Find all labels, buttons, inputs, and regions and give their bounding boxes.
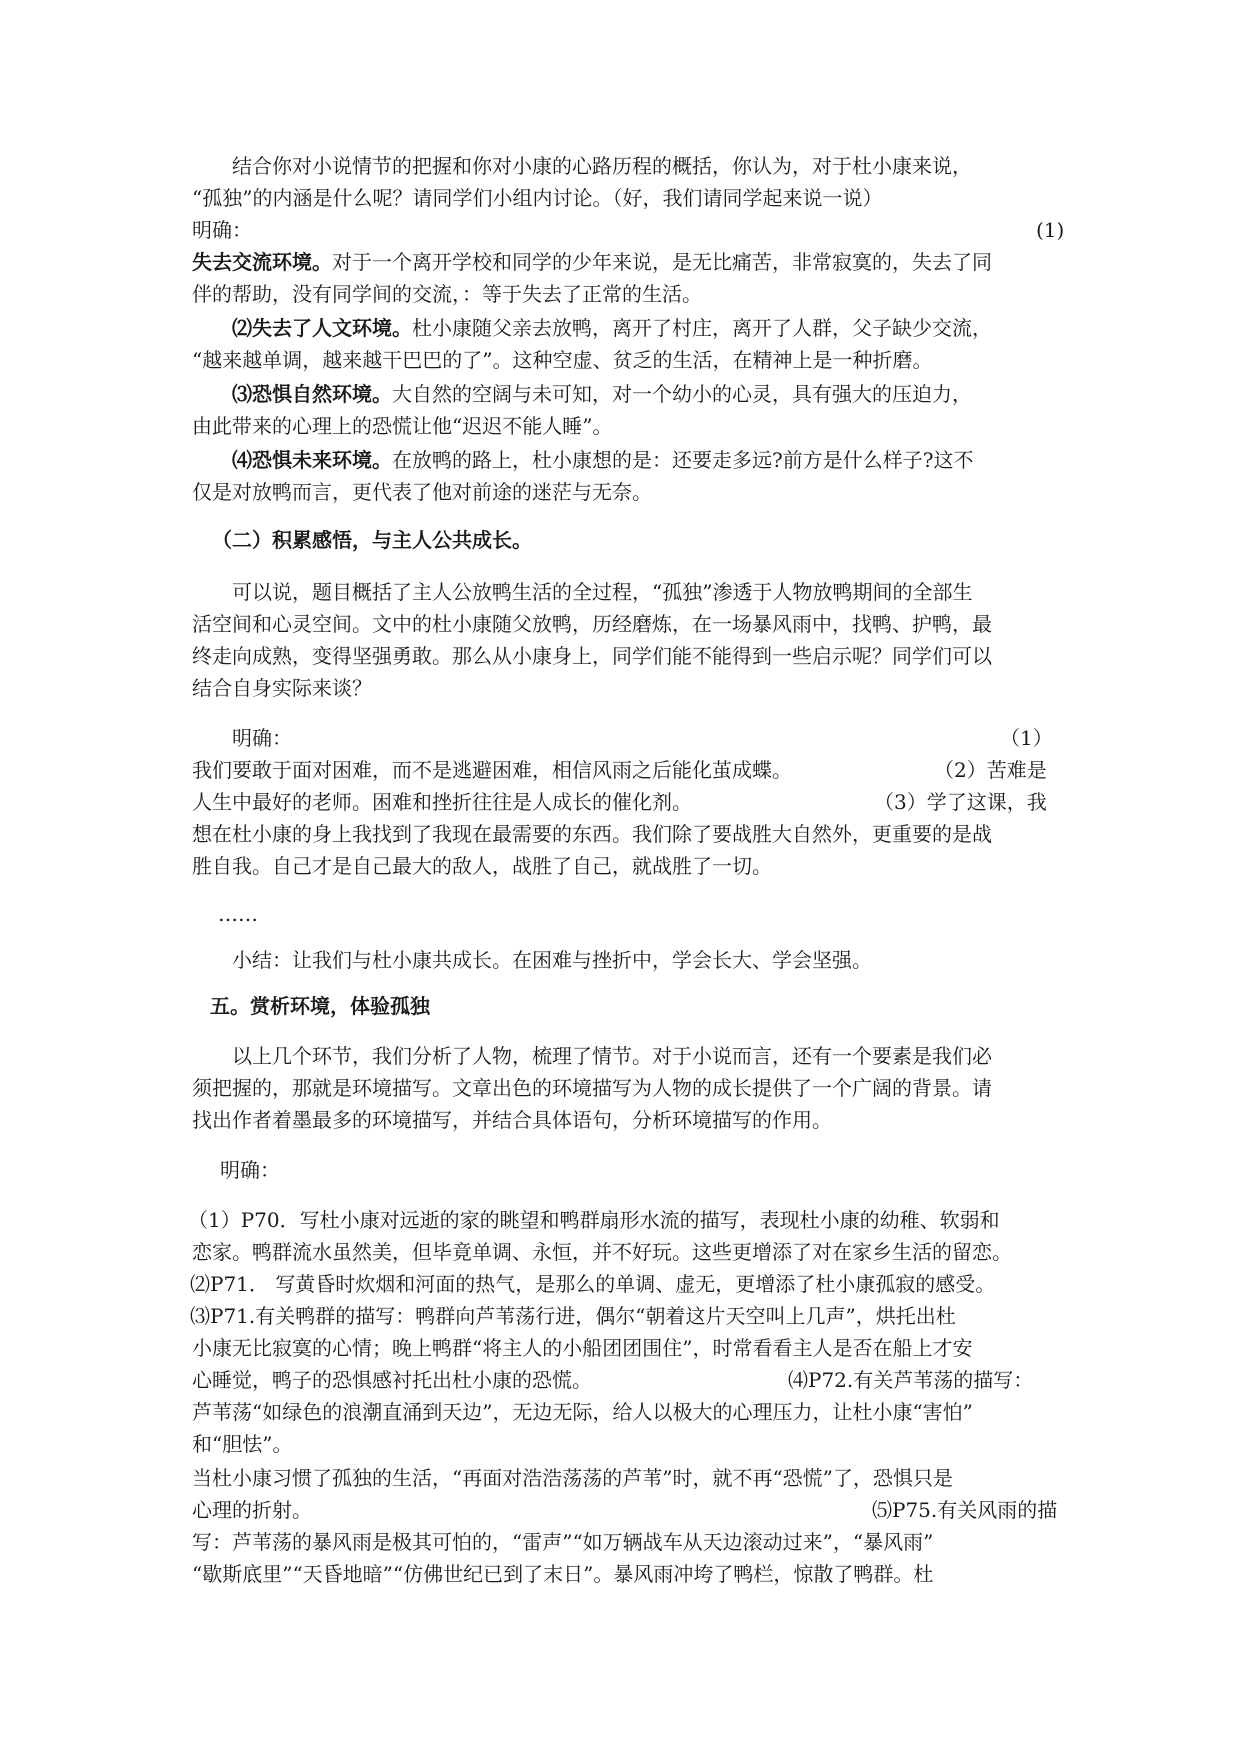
paragraph-line: （3）学了这课，我 <box>874 790 1047 814</box>
paragraph-line: 小康无比寂寞的心情；晚上鸭群“将主人的小船团团围住”，时常看看主人是否在船上才安 <box>192 1336 973 1360</box>
list-item <box>232 312 1241 344</box>
list-item <box>232 378 1241 410</box>
item-text: 对于一个离开学校和同学的少年来说，是无比痛苦，非常寂寞的，失去了同 <box>332 250 992 274</box>
paragraph-line: 找出作者着墨最多的环境描写，并结合具体语句，分析环境描写的作用。 <box>192 1108 832 1132</box>
item-heading: 失去交流环境。 <box>192 250 332 274</box>
paragraph-line: 人生中最好的老师。困难和挫折往往是人成长的催化剂。 <box>192 790 692 814</box>
list-item <box>192 246 1241 278</box>
paragraph-line: 心理的折射。 <box>192 1498 312 1522</box>
label-mingque: 明确： <box>220 1158 280 1182</box>
paragraph-line: ⑸P75.有关风雨的描 <box>872 1498 1058 1522</box>
item-heading: ⑶恐惧自然环境。 <box>232 382 392 406</box>
section-heading: （二）积累感悟，与主人公共成长。 <box>212 528 532 552</box>
paragraph-line: 结合自身实际来谈？ <box>192 676 372 700</box>
paragraph-line: ⑵P71． 写黄昏时炊烟和河面的热气，是那么的单调、虚无，更增添了杜小康孤寂的感受。 <box>190 1272 996 1296</box>
paragraph-line: “歇斯底里”“天昏地暗”“仿佛世纪已到了末日”。暴风雨冲垮了鸭栏，惊散了鸭群。杜 <box>192 1562 934 1586</box>
paragraph-line: 胜自我。自己才是自己最大的敌人，战胜了自己，就战胜了一切。 <box>192 854 772 878</box>
item-heading: ⑷恐惧未来环境。 <box>232 448 392 472</box>
item-text: 杜小康随父亲去放鸭，离开了村庄，离开了人群，父子缺少交流， <box>412 316 992 340</box>
paragraph-line: 当杜小康习惯了孤独的生活，“再面对浩浩荡荡的芦苇”时，就不再“恐慌”了，恐惧只是 <box>192 1466 953 1490</box>
paragraph-line: 活空间和心灵空间。文中的杜小康随父放鸭，历经磨炼，在一场暴风雨中，找鸭、护鸭，最 <box>192 612 992 636</box>
paragraph-line: 结合你对小说情节的把握和你对小康的心路历程的概括，你认为，对于杜小康来说， <box>232 154 972 178</box>
paragraph-line: ⑶P71.有关鸭群的描写：鸭群向芦苇荡行进，偶尔“朝着这片天空叫上几声”，烘托出杜 <box>190 1304 956 1328</box>
item-text: 大自然的空阔与未可知，对一个幼小的心灵，具有强大的压迫力， <box>392 382 972 406</box>
paragraph-line: 和“胆怯”。 <box>192 1432 293 1456</box>
label-mingque: 明确： <box>232 726 292 750</box>
paragraph-line: 我们要敢于面对困难，而不是逃避困难，相信风雨之后能化茧成蝶。 <box>192 758 792 782</box>
label-mingque: 明确： <box>192 218 252 242</box>
paragraph-line: （1）P70．写杜小康对远逝的家的眺望和鸭群扇形水流的描写，表现杜小康的幼稚、软弱和 <box>188 1208 1000 1232</box>
paragraph-line: “越来越单调，越来越干巴巴的了”。这种空虚、贫乏的生活，在精神上是一种折磨。 <box>192 348 933 372</box>
paragraph-line: 心睡觉，鸭子的恐惧感衬托出杜小康的恐慌。 <box>192 1368 592 1392</box>
paragraph-line: 写：芦苇荡的暴风雨是极其可怕的，“雷声”“如万辆战车从天边滚动过来”，“暴风雨” <box>192 1530 934 1554</box>
item-text: 在放鸭的路上，杜小康想的是：还要走多远?前方是什么样子?这不 <box>392 448 974 472</box>
paragraph-line: 由此带来的心理上的恐慌让他“迟迟不能人睡”。 <box>192 414 613 438</box>
list-item <box>232 444 1241 476</box>
paragraph-line: 想在杜小康的身上我找到了我现在最需要的东西。我们除了要战胜大自然外，更重要的是战 <box>192 822 992 846</box>
summary: 小结：让我们与杜小康共成长。在困难与挫折中，学会长大、学会坚强。 <box>232 948 872 972</box>
paragraph-line: 仅是对放鸭而言，更代表了他对前途的迷茫与无奈。 <box>192 480 652 504</box>
item-heading: ⑵失去了人文环境。 <box>232 316 412 340</box>
paragraph-line: ⑷P72.有关芦苇荡的描写： <box>788 1368 1034 1392</box>
paragraph-line: 终走向成熟，变得坚强勇敢。那么从小康身上，同学们能不能得到一些启示呢？同学们可以 <box>192 644 992 668</box>
paragraph-line: （2）苦难是 <box>934 758 1047 782</box>
paragraph-line: 伴的帮助，没有同学间的交流，：等于失去了正常的生活。 <box>192 282 702 306</box>
ellipsis: …… <box>218 902 258 926</box>
paragraph-line: 芦苇荡“如绿色的浪潮直涌到天边”，无边无际，给人以极大的心理压力，让杜小康“害怕” <box>192 1400 973 1424</box>
paragraph-line: 恋家。鸭群流水虽然美，但毕竟单调、永恒，并不好玩。这些更增添了对在家乡生活的留恋。 <box>192 1240 1012 1264</box>
paragraph-line: 以上几个环节，我们分析了人物，梳理了情节。对于小说而言，还有一个要素是我们必 <box>232 1044 992 1068</box>
paragraph-line: 须把握的，那就是环境描写。文章出色的环境描写为人物的成长提供了一个广阔的背景。请 <box>192 1076 992 1100</box>
item-number: （1） <box>1000 726 1053 750</box>
paragraph-line: 可以说，题目概括了主人公放鸭生活的全过程，“孤独”渗透于人物放鸭期间的全部生 <box>232 580 973 604</box>
section-heading: 五。赏析环境，体验孤独 <box>210 994 430 1018</box>
paragraph-line: “孤独”的内涵是什么呢？请同学们小组内讨论。（好，我们请同学起来说一说） <box>192 186 883 210</box>
item-number: (1) <box>1036 218 1065 242</box>
